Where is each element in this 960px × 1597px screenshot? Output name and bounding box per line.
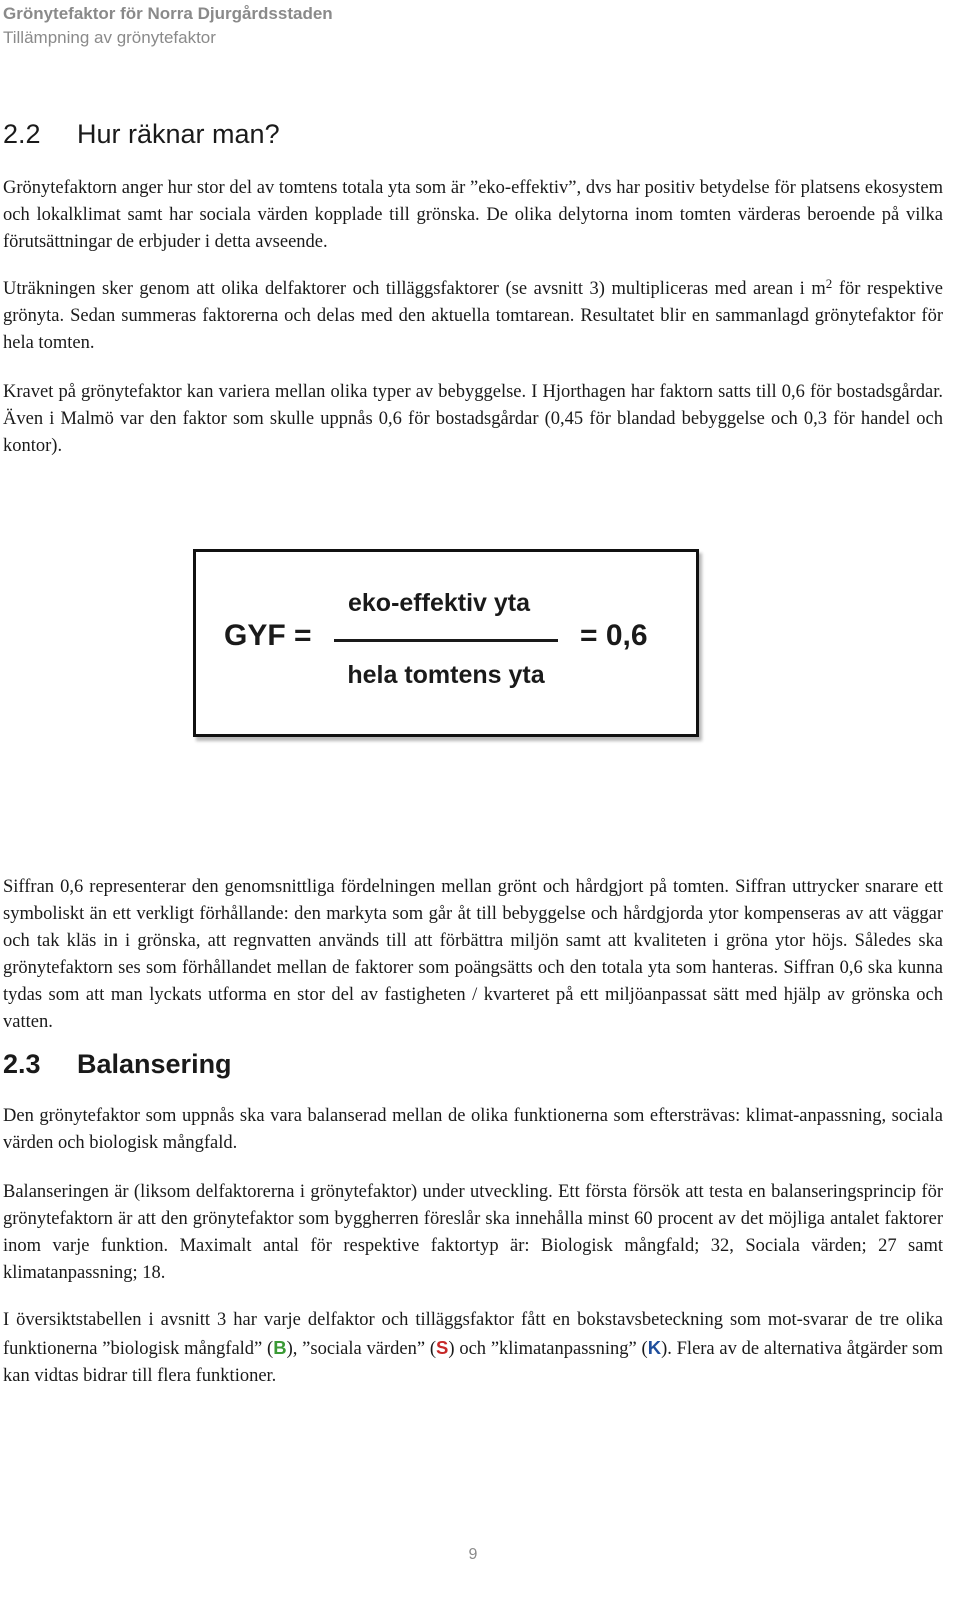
letter-k-climate: K [647, 1337, 662, 1358]
paragraph-calculation [3, 276, 943, 357]
section-heading-2-3 [3, 1048, 232, 1080]
paragraph-calculation-start: Uträkningen sker genom att olika delfaktorer och tilläggsfaktorer (se avsnitt 3) multipliceras med arean i m [3, 279, 826, 299]
text-segment: ), ”sociala värden” ( [286, 1339, 437, 1359]
superscript-2: 2 [825, 276, 833, 291]
paragraph-requirements: Kravet på grönytefaktor kan variera mellan olika typer av bebyggelse. I Hjorthagen har faktorn satts till 0,6 för bostadsgårdar. Även i Malmö var den faktor som skulle uppnås 0,6 för bostadsgårdar (0,45 för blandad bebyggelse och 0,3 för handel och kontor). [3, 382, 943, 456]
text-segment: ). Flera av de alternativa åtgärder som kan vidtas bidrar till flera funktioner. [3, 1339, 944, 1386]
text-segment: I översiktstabellen i avsnitt 3 har varje delfaktor och tilläggsfaktor fått en bokstavsbeteckning som mot-svarar de tre olika funktionerna ”biologisk mångfald” ( [3, 1310, 943, 1359]
formula-rhs: = 0,6 [580, 619, 648, 652]
paragraph-balance-intro: Den grönytefaktor som uppnås ska vara balanserad mellan de olika funktionerna som eftersträvas: klimat-anpassning, sociala värden och biologisk mångfald. [3, 1106, 943, 1153]
document-title: Grönytefaktor för Norra Djurgårdsstaden [3, 4, 333, 23]
page-number: 9 [468, 1546, 478, 1563]
fraction-bar [334, 639, 558, 642]
paragraph-calculation-end: för respektive grönyta. Sedan summeras faktorerna och delas med den aktuella tomtarean. Resultatet blir en sammanlagd grönytefaktor för hela tomten. [3, 279, 943, 353]
text-segment: ) och ”klimatanpassning” ( [448, 1339, 648, 1359]
paragraph-function-letters [3, 1307, 943, 1390]
formula-denominator: hela tomtens yta [347, 661, 545, 689]
formula-lhs: GYF = [224, 619, 312, 652]
running-header [3, 2, 333, 50]
paragraph-intro: Grönytefaktorn anger hur stor del av tomtens totala yta som är ”eko-effektiv”, dvs har positiv betydelse för platsens ekosystem och lokalklimat samt har sociala värden kopplade till grönska. De olika delytorna inom tomten värderas beroende på vilka förutsättningar de erbjuder i detta avseende. [3, 178, 943, 252]
document-subtitle: Tillämpning av grönytefaktor [3, 28, 216, 47]
letter-b-biodiversity: B [273, 1337, 287, 1358]
section-number: 2.2 [3, 119, 41, 149]
formula-numerator: eko-effektiv yta [347, 589, 531, 617]
section-title: Balansering [77, 1049, 232, 1079]
section-title: Hur räknar man? [77, 119, 280, 149]
paragraph-balance-principle: Balanseringen är (liksom delfaktorerna i grönytefaktor) under utveckling. Ett första försök att testa en balanseringsprincip för grönytefaktorn är att den grönytefaktor som byggherren föreslår ska innehålla minst 60 procent av det möjliga antalet faktorer inom varje funktion. Maximalt antal för respektive faktortyp är: Biologisk mångfald; 32, Sociala värden; 27 samt klimatanpassning; 18. [3, 1182, 943, 1283]
section-heading-2-2 [3, 118, 280, 150]
gyf-formula-figure [193, 549, 699, 737]
letter-s-social: S [436, 1337, 449, 1358]
paragraph-figure-explanation: Siffran 0,6 representerar den genomsnittliga fördelningen mellan grönt och hårdgjort på tomten. Siffran uttrycker snarare ett symboliskt än ett verkligt förhållande: den markyta som går åt till bebyggelse och hårdgjorda ytor kompenseras av att väggar och tak kläs in i grönska, att regnvatten används till att förbättra miljön samt att kvaliteten i gröna ytor höjs. Således ska grönytefaktorn ses som förhållandet mellan de faktorer som poängsätts och den totala yta som hanteras. Siffran 0,6 ska kunna tydas som att man lyckats utforma en stor del av fastigheten / kvarteret på ett miljöanpassat sätt med hjälp av grönska och vatten. [3, 877, 943, 1032]
section-number: 2.3 [3, 1049, 41, 1079]
